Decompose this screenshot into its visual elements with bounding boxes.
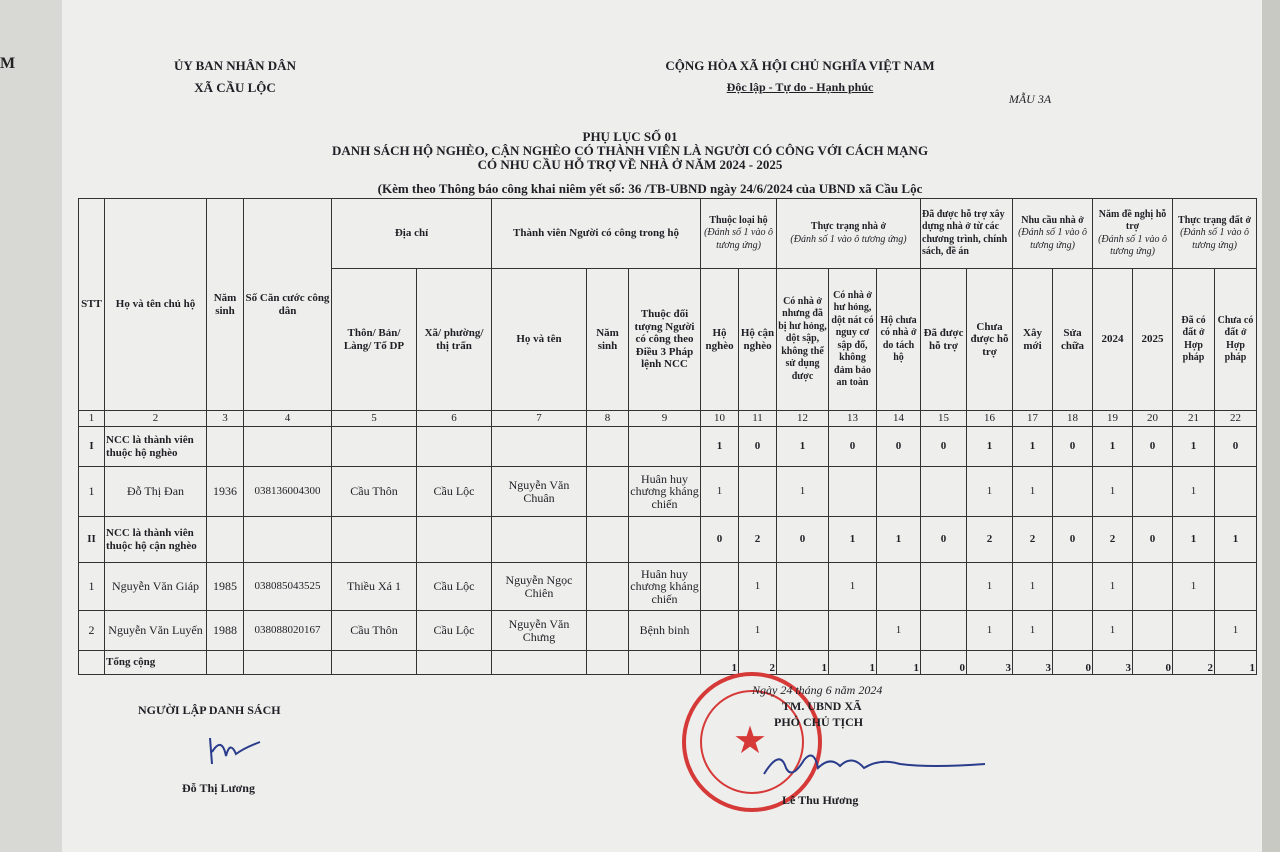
column-number: 10 [701, 411, 739, 427]
col-member: Thành viên Người có công trong hộ [492, 199, 701, 269]
col-sup-no: Chưa được hỗ trợ [967, 269, 1013, 411]
org-name-line2: XÃ CẦU LỘC [194, 80, 276, 95]
column-number: 8 [587, 411, 629, 427]
col-stt: STT [79, 199, 105, 411]
col-member-type: Thuộc đối tượng Người có công theo Điều 3 Pháp lệnh NCC [629, 269, 701, 411]
summary-value: 0 [1133, 651, 1173, 675]
official-signature [760, 738, 990, 788]
list-subtitle: CÓ NHU CẦU HỖ TRỢ VỀ NHÀ Ở NĂM 2024 - 2025 [477, 157, 783, 172]
row-status-2: 1 [829, 563, 877, 611]
summary-value: 1 [1215, 517, 1257, 563]
col-member-name: Họ và tên [492, 269, 587, 411]
row-2024: 1 [1093, 467, 1133, 517]
org-name-line1: ỦY BAN NHÂN DÂN [174, 58, 296, 73]
column-number-row [79, 411, 1257, 427]
col-status-1: Có nhà ở nhưng đã bị hư hỏng, dột sập, không thể sử dụng được [777, 269, 829, 411]
row-near-poor: 1 [739, 563, 777, 611]
row-name: Nguyễn Văn Giáp [105, 563, 207, 611]
row-member-name: Nguyễn Ngọc Chiên [492, 563, 587, 611]
column-number: 1 [79, 411, 105, 427]
col-new-build: Xây mới [1013, 269, 1053, 411]
summary-value: 2 [739, 517, 777, 563]
row-name: Đỗ Thị Đan [105, 467, 207, 517]
col-status-2: Có nhà ở hư hỏng, dột nát có nguy cơ sập đổ, không đảm bảo an toàn [829, 269, 877, 411]
col-land-yes: Đã có đất ở Hợp pháp [1173, 269, 1215, 411]
section-label: NCC là thành viên thuộc hộ nghèo [105, 427, 207, 467]
summary-value: 1 [701, 427, 739, 467]
summary-value: 1 [877, 517, 921, 563]
row-member-type: Bệnh binh [629, 611, 701, 651]
summary-value: 1 [701, 651, 739, 675]
column-number: 6 [417, 411, 492, 427]
column-number: 11 [739, 411, 777, 427]
nation-motto: Độc lập - Tự do - Hạnh phúc [726, 80, 874, 94]
sign-title-2: PHÓ CHỦ TỊCH [774, 715, 864, 729]
summary-value: 0 [701, 517, 739, 563]
row-stt: 1 [79, 467, 105, 517]
row-new: 1 [1013, 611, 1053, 651]
row-member-name: Nguyễn Văn Chuân [492, 467, 587, 517]
summary-value: 3 [967, 651, 1013, 675]
summary-value: 1 [1173, 517, 1215, 563]
household-table [78, 198, 1257, 675]
column-number: 22 [1215, 411, 1257, 427]
summary-value: 1 [877, 651, 921, 675]
summary-value: 0 [877, 427, 921, 467]
summary-value: 1 [777, 427, 829, 467]
row-stt: 2 [79, 611, 105, 651]
row-commune: Cầu Lộc [417, 467, 492, 517]
col-2024: 2024 [1093, 269, 1133, 411]
col-proposal-year: Năm đề nghị hỗ trợ (Đánh số 1 vào ô tương ứng) [1093, 199, 1173, 269]
column-number: 18 [1053, 411, 1093, 427]
column-number: 15 [921, 411, 967, 427]
summary-value: 0 [921, 427, 967, 467]
page-edge [1262, 0, 1280, 852]
column-number: 19 [1093, 411, 1133, 427]
summary-value: 2 [967, 517, 1013, 563]
row-year: 1985 [207, 563, 244, 611]
row-status-3: 1 [877, 611, 921, 651]
column-number: 16 [967, 411, 1013, 427]
column-number: 2 [105, 411, 207, 427]
column-number: 13 [829, 411, 877, 427]
col-2025: 2025 [1133, 269, 1173, 411]
seal-star-icon: ★ [733, 720, 768, 762]
col-address: Địa chỉ [332, 199, 492, 269]
maker-signature [200, 728, 270, 772]
nation-name: CỘNG HÒA XÃ HỘI CHỦ NGHĨA VIỆT NAM [665, 58, 935, 73]
row-land-yes: 1 [1173, 563, 1215, 611]
col-supported: Đã được hỗ trợ xây dựng nhà ở từ các chương trình, chính sách, đề án [921, 199, 1013, 269]
summary-value: 0 [1053, 427, 1093, 467]
summary-value: 2 [1093, 517, 1133, 563]
section-poor [79, 427, 1257, 467]
row-near-poor: 1 [739, 611, 777, 651]
appendix-title: PHỤ LỤC SỐ 01 [582, 129, 678, 144]
col-year: Năm sinh [207, 199, 244, 411]
summary-value: 0 [829, 427, 877, 467]
row-commune: Cầu Lộc [417, 611, 492, 651]
row-member-type: Huân huy chương kháng chiến [629, 467, 701, 517]
notice-reference: (Kèm theo Thông báo công khai niêm yết số: 36 /TB-UBND ngày 24/6/2024 của UBND xã Cầu Lộc [377, 181, 923, 196]
summary-value: 0 [921, 651, 967, 675]
row-new: 1 [1013, 467, 1053, 517]
summary-value: 1 [829, 651, 877, 675]
section-index: I [79, 427, 105, 467]
edge-mark: M [0, 55, 16, 72]
column-number: 4 [244, 411, 332, 427]
row-name: Nguyễn Văn Luyến [105, 611, 207, 651]
sign-title-1: TM. UBND XÃ [782, 699, 862, 713]
table-row [79, 467, 1257, 517]
row-village: Cầu Thôn [332, 611, 417, 651]
signer-name: Lê Thu Hương [782, 793, 859, 807]
section-near-poor [79, 517, 1257, 563]
summary-value: 2 [1013, 517, 1053, 563]
row-new: 1 [1013, 563, 1053, 611]
summary-value: 0 [1215, 427, 1257, 467]
col-land-no: Chưa có đất ở Hợp pháp [1215, 269, 1257, 411]
column-number: 5 [332, 411, 417, 427]
column-number: 21 [1173, 411, 1215, 427]
column-number: 7 [492, 411, 587, 427]
summary-value: 0 [1133, 427, 1173, 467]
summary-value: 2 [739, 651, 777, 675]
row-sup-no: 1 [967, 563, 1013, 611]
col-near-poor: Hộ cận nghèo [739, 269, 777, 411]
col-sup-yes: Đã được hỗ trợ [921, 269, 967, 411]
summary-value: 3 [1093, 651, 1133, 675]
row-cccd: 038088020167 [244, 611, 332, 651]
section-index: II [79, 517, 105, 563]
maker-name: Đỗ Thị Lương [182, 781, 255, 795]
summary-value: 0 [739, 427, 777, 467]
col-land-status: Thực trạng đất ở (Đánh số 1 vào ô tương ứng) [1173, 199, 1257, 269]
row-member-name: Nguyễn Văn Chưng [492, 611, 587, 651]
table-row [79, 563, 1257, 611]
summary-value: 1 [1173, 427, 1215, 467]
col-household-type: Thuộc loại hộ (Đánh số 1 vào ô tương ứng) [701, 199, 777, 269]
row-stt: 1 [79, 563, 105, 611]
summary-value: 2 [1173, 651, 1215, 675]
row-poor: 1 [701, 467, 739, 517]
row-land-no: 1 [1215, 611, 1257, 651]
summary-value: 0 [1053, 517, 1093, 563]
column-number: 20 [1133, 411, 1173, 427]
column-number: 3 [207, 411, 244, 427]
table-row [79, 611, 1257, 651]
row-2024: 1 [1093, 611, 1133, 651]
column-number: 14 [877, 411, 921, 427]
summary-value: 0 [921, 517, 967, 563]
summary-value: 1 [829, 517, 877, 563]
col-cccd: Số Căn cước công dân [244, 199, 332, 411]
col-status-3: Hộ chưa có nhà ở do tách hộ [877, 269, 921, 411]
row-commune: Cầu Lộc [417, 563, 492, 611]
row-2024: 1 [1093, 563, 1133, 611]
col-repair: Sửa chữa [1053, 269, 1093, 411]
row-year: 1936 [207, 467, 244, 517]
summary-value: 0 [1053, 651, 1093, 675]
total-label: Tổng cộng [105, 651, 207, 675]
col-need: Nhu cầu nhà ở (Đánh số 1 vào ô tương ứng) [1013, 199, 1093, 269]
row-status-1: 1 [777, 467, 829, 517]
row-land-yes: 1 [1173, 467, 1215, 517]
list-title: DANH SÁCH HỘ NGHÈO, CẬN NGHÈO CÓ THÀNH VIÊN LÀ NGƯỜI CÓ CÔNG VỚI CÁCH MẠNG [331, 143, 929, 158]
summary-value: 0 [777, 517, 829, 563]
col-name: Họ và tên chủ hộ [105, 199, 207, 411]
sign-date: Ngày 24 tháng 6 năm 2024 [752, 683, 883, 697]
maker-title: NGƯỜI LẬP DANH SÁCH [138, 703, 281, 717]
col-poor: Hộ nghèo [701, 269, 739, 411]
col-village: Thôn/ Bản/ Làng/ Tổ DP [332, 269, 417, 411]
summary-value: 3 [1013, 651, 1053, 675]
summary-value: 1 [967, 427, 1013, 467]
column-number: 9 [629, 411, 701, 427]
total-row [79, 651, 1257, 675]
col-commune: Xã/ phường/ thị trấn [417, 269, 492, 411]
row-sup-no: 1 [967, 467, 1013, 517]
section-label: NCC là thành viên thuộc hộ cận nghèo [105, 517, 207, 563]
row-cccd: 038136004300 [244, 467, 332, 517]
summary-value: 1 [1093, 427, 1133, 467]
col-member-year: Năm sinh [587, 269, 629, 411]
row-sup-no: 1 [967, 611, 1013, 651]
summary-value: 0 [1133, 517, 1173, 563]
row-village: Thiều Xá 1 [332, 563, 417, 611]
row-cccd: 038085043525 [244, 563, 332, 611]
header-row-1 [79, 199, 1257, 269]
summary-value: 1 [777, 651, 829, 675]
column-number: 12 [777, 411, 829, 427]
col-housing-status: Thực trạng nhà ở (Đánh số 1 vào ô tương ứng) [777, 199, 921, 269]
row-member-type: Huân huy chương kháng chiến [629, 563, 701, 611]
row-year: 1988 [207, 611, 244, 651]
row-village: Cầu Thôn [332, 467, 417, 517]
adjacent-page-scrap [0, 0, 62, 852]
form-code: MẪU 3A [1008, 92, 1052, 106]
summary-value: 1 [1013, 427, 1053, 467]
summary-value: 1 [1215, 651, 1257, 675]
column-number: 17 [1013, 411, 1053, 427]
